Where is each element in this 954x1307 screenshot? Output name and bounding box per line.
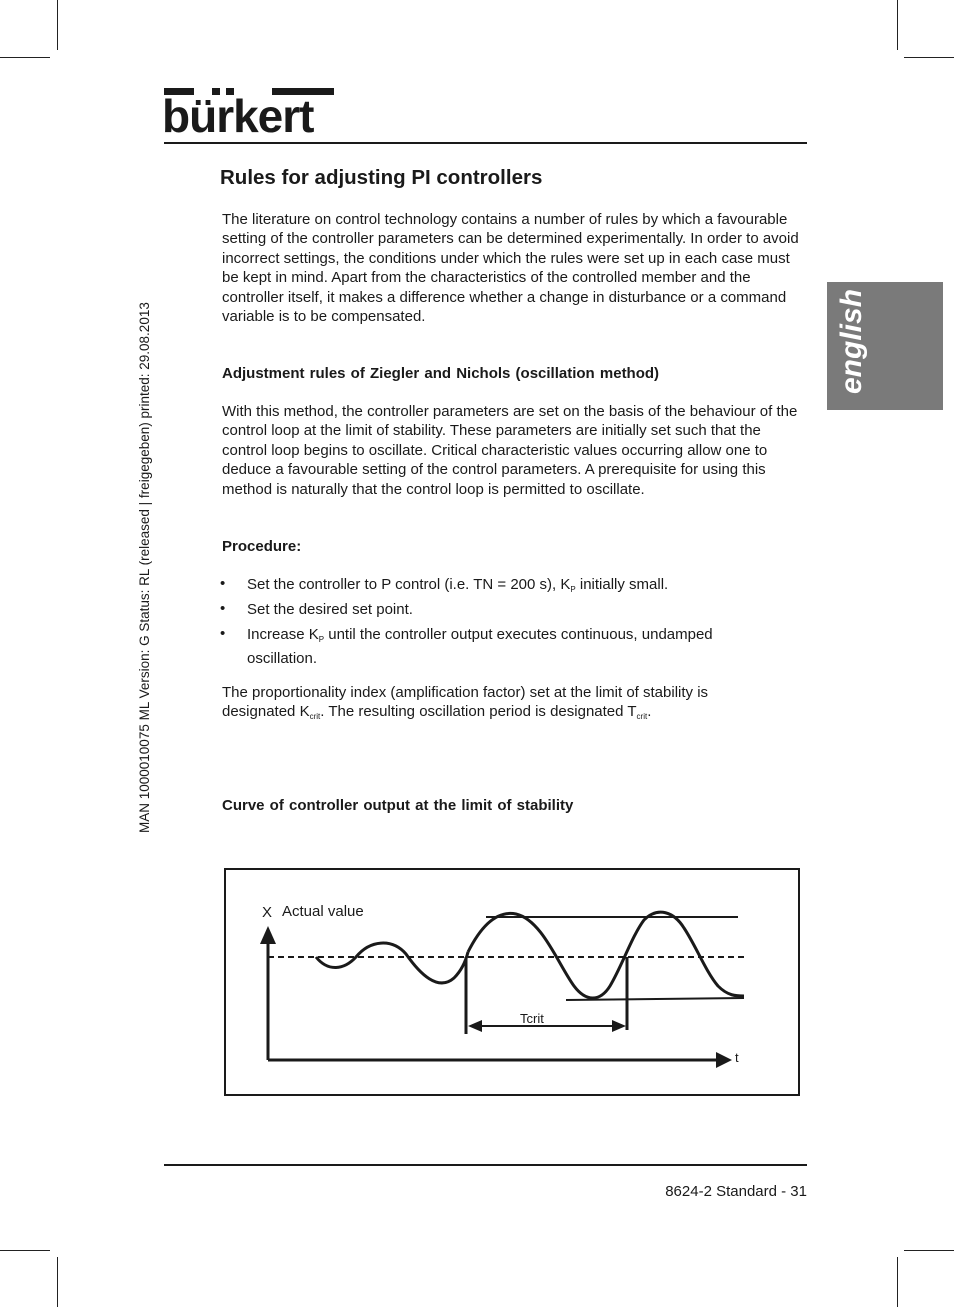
- period-arrow-head-left: [468, 1020, 482, 1032]
- procedure-item-text: until the controller output executes continuous, undamped oscillation.: [247, 626, 713, 668]
- x-axis-arrow: [716, 1052, 732, 1068]
- procedure-item: [247, 625, 777, 669]
- language-tab-label: english: [835, 288, 868, 394]
- subscript: crit: [636, 712, 648, 722]
- procedure-heading: Procedure:: [222, 538, 302, 555]
- bullet-marker: •: [220, 625, 226, 642]
- header-rule: [164, 142, 807, 144]
- sustained-oscillation-curve: [468, 912, 744, 998]
- crop-mark: [904, 1250, 954, 1251]
- x-axis-label: t: [735, 1050, 739, 1065]
- footer-rule: [164, 1164, 807, 1166]
- brand-logo: [164, 88, 334, 144]
- crop-mark: [897, 0, 898, 50]
- bullet-marker: •: [220, 600, 226, 617]
- procedure-item-text: Set the desired set point.: [247, 601, 413, 618]
- logo-text: bürkert: [162, 90, 314, 142]
- crop-mark: [0, 57, 50, 58]
- proportionality-text: .: [647, 703, 652, 721]
- oscillation-diagram: [224, 868, 800, 1096]
- period-label: Tcrit: [520, 1011, 544, 1026]
- crop-mark: [897, 1257, 898, 1307]
- period-arrow-head-right: [612, 1020, 626, 1032]
- proportionality-paragraph: [222, 683, 752, 727]
- procedure-item-text: Increase K: [247, 626, 319, 643]
- procedure-item-text: initially small.: [575, 576, 669, 593]
- page-footer: 8624-2 Standard - 31: [665, 1183, 807, 1200]
- subscript: crit: [309, 712, 321, 722]
- language-tab: [827, 282, 943, 410]
- y-axis-symbol: X: [262, 904, 273, 921]
- procedure-item: [247, 575, 807, 599]
- page-title: Rules for adjusting PI controllers: [220, 166, 543, 189]
- crop-mark: [0, 1250, 50, 1251]
- procedure-item: [247, 600, 807, 619]
- crop-mark: [57, 1257, 58, 1307]
- crop-mark: [904, 57, 954, 58]
- y-axis-label: Actual value: [282, 903, 364, 920]
- procedure-item-text: Set the controller to P control (i.e. TN = 200 s), K: [247, 576, 571, 593]
- crop-mark: [57, 0, 58, 50]
- bullet-marker: •: [220, 575, 226, 592]
- section-heading: Adjustment rules of Ziegler and Nichols (oscillation method): [222, 365, 660, 382]
- document-side-note: MAN 1000010075 ML Version: G Status: RL (released | freigegeben) printed: 29.08.2013: [137, 302, 152, 833]
- section-paragraph: With this method, the controller parameters are set on the basis of the behaviour of the control loop at the limit of stability. These parameters are initially set such that the control loop begins to oscillate. Critical characteristic values occurring allow one to deduce a favourable setting of the control parameters. A prerequisite for using this method is naturally that the control loop is permitted to oscillate.: [222, 403, 798, 498]
- intro-paragraph: The literature on control technology contains a number of rules by which a favourable setting of the controller parameters can be determined experimentally. In order to avoid incorrect settings, the conditions under which the rules were set up in each case must be kept in mind. Apart from the characteristics of the controlled member and the controller itself, it makes a difference whether a change in disturbance or a command variable is to be compensated.: [222, 211, 799, 326]
- curve-heading: Curve of controller output at the limit of stability: [222, 797, 574, 814]
- y-axis-arrow: [260, 926, 276, 944]
- proportionality-text: The proportionality index (amplification factor) set at the limit of stability is designated K: [222, 684, 709, 721]
- damped-oscillation-curve: [316, 943, 468, 983]
- subscript: P: [318, 635, 325, 644]
- proportionality-text: . The resulting oscillation period is designated T: [320, 703, 637, 721]
- subscript: P: [570, 585, 576, 594]
